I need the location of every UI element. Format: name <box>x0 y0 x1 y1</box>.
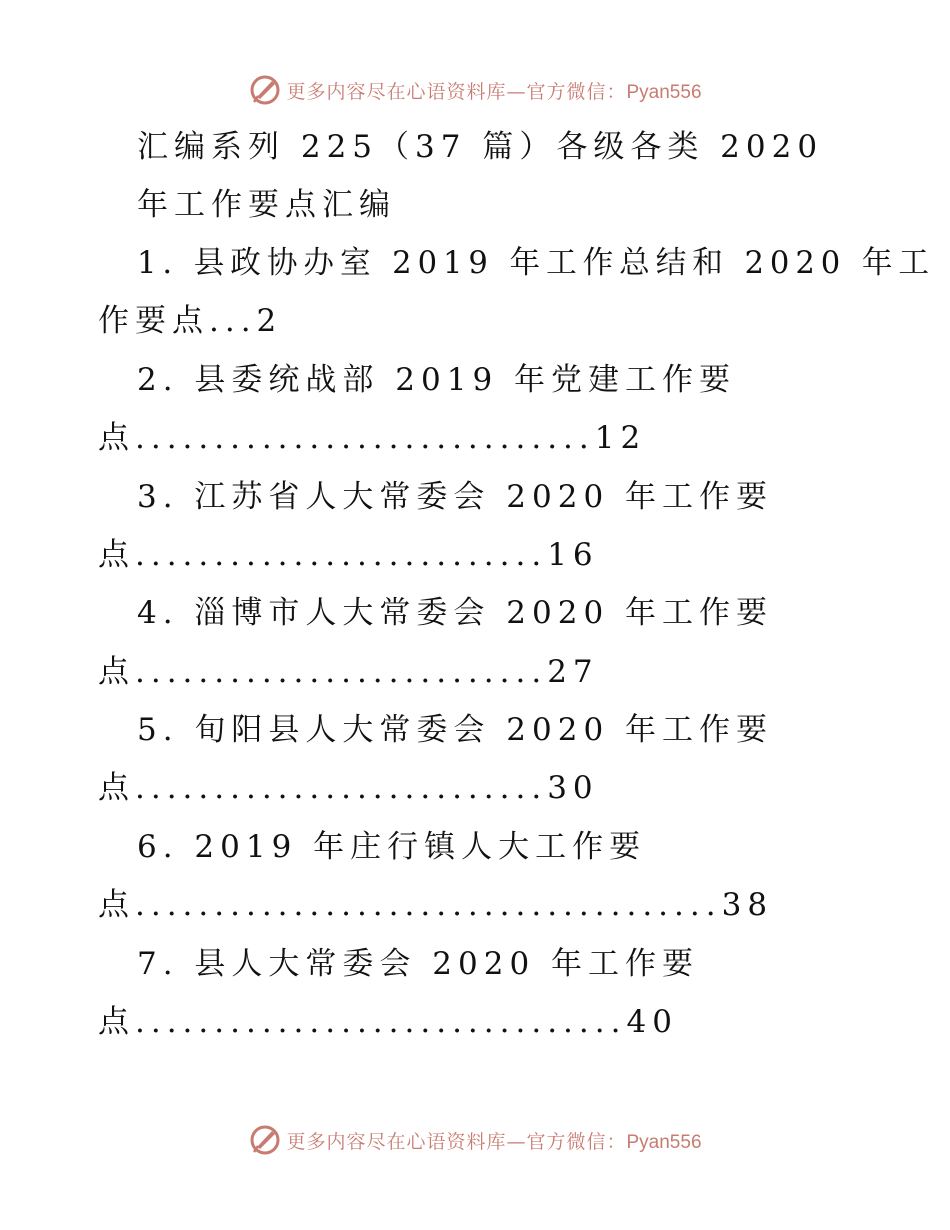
toc-entry-2-title: 2. 县委统战部 2019 年党建工作要 <box>137 362 737 398</box>
toc-entry-2-page: 点.............................12 <box>98 420 647 456</box>
toc-entry-4-page: 点..........................27 <box>98 654 599 690</box>
toc-entry-1-page: 作要点...2 <box>98 303 283 339</box>
watermark-account: Pyan556 <box>626 1131 702 1153</box>
toc-entry-4-title: 4. 淄博市人大常委会 2020 年工作要 <box>137 595 774 631</box>
document-title-line-2: 年工作要点汇编 <box>137 187 396 223</box>
quill-logo-icon <box>248 1123 282 1157</box>
header-watermark <box>0 70 950 110</box>
document-title-line-1: 汇编系列 225（37 篇）各级各类 2020 <box>137 129 824 165</box>
toc-entry-3-title: 3. 江苏省人大常委会 2020 年工作要 <box>137 479 774 515</box>
toc-entry-7-title: 7. 县人大常委会 2020 年工作要 <box>137 946 700 982</box>
quill-logo-icon <box>248 73 282 107</box>
toc-entry-1-title: 1. 县政协办室 2019 年工作总结和 2020 年工 <box>137 245 935 281</box>
watermark-text: 更多内容尽在心语资料库—官方微信：Pyan556 <box>286 80 702 103</box>
toc-entry-6-title: 6. 2019 年庄行镇人大工作要 <box>137 829 647 865</box>
toc-entry-6-page: 点.....................................38 <box>98 887 774 923</box>
toc-entry-5-page: 点..........................30 <box>98 770 599 806</box>
watermark-account: Pyan556 <box>626 81 702 103</box>
footer-watermark <box>0 1120 950 1160</box>
toc-entry-3-page: 点..........................16 <box>98 537 599 573</box>
toc-entry-5-title: 5. 旬阳县人大常委会 2020 年工作要 <box>137 712 774 748</box>
watermark-text: 更多内容尽在心语资料库—官方微信：Pyan556 <box>286 1130 702 1153</box>
toc-entry-7-page: 点...............................40 <box>98 1004 678 1040</box>
